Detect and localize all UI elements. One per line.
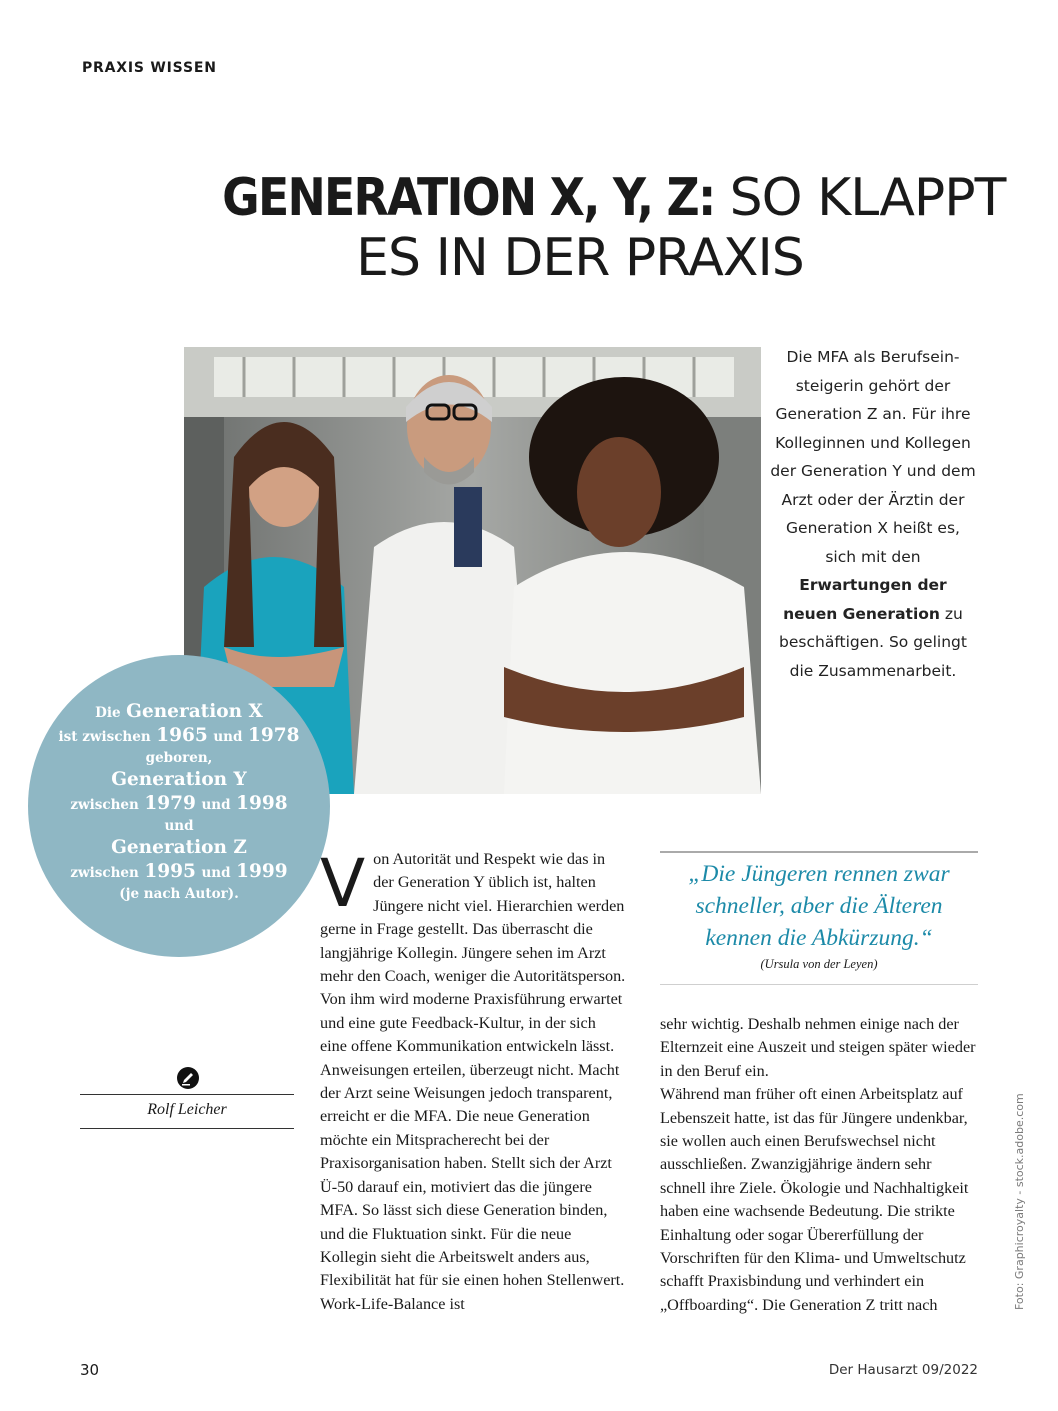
circle-text: und bbox=[201, 865, 231, 881]
magazine-issue: Der Hausarzt 09/2022 bbox=[828, 1362, 978, 1378]
body-paragraph: sehr wichtig. Deshalb nehmen einige nach der Elternzeit eine Auszeit und steigen später wieder in den Beruf ein. bbox=[660, 1015, 976, 1080]
section-label: PRAXIS WISSEN bbox=[82, 60, 217, 76]
teaser-part2: zu beschäftigen. So gelingt die Zusammenarbeit. bbox=[779, 604, 967, 680]
circle-year: 1965 bbox=[156, 725, 208, 746]
circle-year: 1998 bbox=[236, 793, 288, 814]
circle-year: 1995 bbox=[144, 861, 196, 882]
body-column-1 bbox=[320, 845, 626, 1316]
author-rule-top bbox=[80, 1094, 294, 1095]
page-number: 30 bbox=[80, 1361, 100, 1379]
circle-generation-y: Generation Y bbox=[111, 769, 247, 790]
circle-text: geboren, bbox=[145, 750, 213, 766]
headline bbox=[150, 168, 1010, 288]
body-paragraph: on Autorität und Respekt wie das in der Generation Y üblich ist, halten Jüngere nicht viel. Hierarchien werden gerne in Frage gestellt. Das überrascht die langjährige Kollegin. Jüngere sehen im Arzt mehr den Coach, weniger die Autoritätsperson. Von ihm wird moderne Praxisführung erwartet und eine gute Feedback-Kultur, in der sich eine offene Kommunikation entwickeln lässt. Anweisungen erteilen, überzeugt nicht. Macht der Arzt seine Weisungen jedoch transparent, erreicht er die MFA. Die neue Generation möchte ein Mitspracherecht bei der Praxisorganisation haben. Stellt sich der Arzt Ü-50 darauf ein, motiviert das die jüngere MFA. So lässt sich diese Generation binden, und die Fluktuation sinkt. Für die neue Kollegin sieht die Arbeitswelt anders aus, Flexibilität hat für sie einen hohen Stellenwert. Work-Life-Balance ist bbox=[320, 850, 626, 1313]
teaser-text bbox=[770, 343, 976, 685]
circle-year: 1979 bbox=[144, 793, 196, 814]
headline-light: SO KLAPPT bbox=[729, 168, 1006, 228]
drop-cap: V bbox=[320, 845, 366, 922]
circle-text: (je nach Autor). bbox=[119, 886, 239, 902]
circle-year: 1999 bbox=[236, 861, 288, 882]
teaser-part1: Die MFA als Berufsein- steigerin gehört der Generation Z an. Für ihre Kolleginnen und Kollegen der Generation Y und dem Arzt oder der Ärztin der Generation X heißt es, sich mit den bbox=[770, 348, 976, 566]
author-name: Rolf Leicher bbox=[147, 1101, 227, 1118]
quote-source: (Ursula von der Leyen) bbox=[760, 957, 878, 971]
circle-generation-z: Generation Z bbox=[111, 837, 247, 858]
circle-generation-x: Generation X bbox=[126, 701, 263, 722]
circle-text: und bbox=[201, 797, 231, 813]
circle-text: Die bbox=[95, 705, 121, 721]
quote-rule-bottom bbox=[660, 984, 978, 985]
circle-text: zwischen bbox=[70, 797, 139, 813]
body-paragraph: Während man früher oft einen Arbeitsplatz auf Lebenszeit hatte, ist das für Jüngere undenkbar, sie wollen auch einen Berufswechsel nicht ausschließen. Zwanzigjährige ändern sehr schnell ihre Ziele. Ökologie und Nachhaltigkeit haben eine wachsende Bedeutung. Die strikte Einhaltung oder sogar Übererfüllung der Vorschriften für den Klima- und Umweltschutz schafft Praxisbindung und verhindert ein „Offboarding“. Die Generation Z tritt nach bbox=[660, 1085, 969, 1314]
quote-rule-top bbox=[660, 851, 978, 853]
generations-info-circle bbox=[28, 655, 330, 957]
author-rule-bottom bbox=[80, 1128, 294, 1129]
teaser-bold: Erwartungen der neuen Generation bbox=[783, 576, 947, 623]
circle-text: ist zwischen bbox=[58, 729, 151, 745]
photo-credit: Foto: Graphicroyalty - stock.adobe.com bbox=[1013, 1093, 1026, 1310]
body-column-2 bbox=[660, 1013, 978, 1317]
headline-bold: GENERATION X, Y, Z: bbox=[221, 168, 715, 228]
circle-text: und bbox=[213, 729, 243, 745]
pull-quote: „Die Jüngeren rennen zwar schneller, aber die Älteren kennen die Abkürzung.“ bbox=[688, 861, 950, 951]
circle-text: und bbox=[164, 818, 194, 834]
pen-icon bbox=[177, 1067, 199, 1089]
headline-line2: ES IN DER PRAXIS bbox=[356, 228, 804, 288]
circle-text: zwischen bbox=[70, 865, 139, 881]
circle-year: 1978 bbox=[247, 725, 300, 746]
